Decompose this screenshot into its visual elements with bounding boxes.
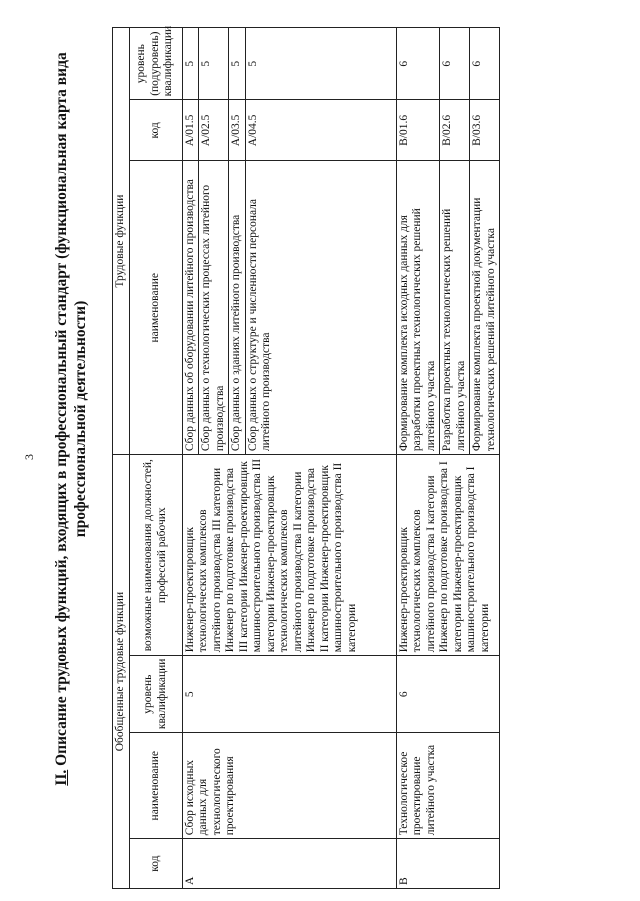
tf-name: Сбор данных о зданиях литейного производства [229, 161, 246, 455]
col-sublevel-header: уровень (подуровень) квалификации [129, 28, 182, 100]
tf-name: Формирование комплекта исходных данных для разработки проектных технологических решений литейного участка [396, 161, 440, 455]
col-function-name-header: наименование [129, 161, 182, 455]
gtf-positions: Инженер-проектировщик технологических комплексов литейного производства I категории Инженер по подготовке производства I категории Инженер-проектировщик машиностроительного производства I категории [396, 455, 500, 656]
tf-code: A/04.5 [245, 100, 396, 161]
gtf-code: B [396, 839, 500, 889]
generalized-functions-header: Обобщенные трудовые функции [113, 455, 130, 889]
tf-code: A/02.5 [199, 100, 229, 161]
col-qual-level-header: уровень квалификации [129, 656, 182, 733]
tf-code: A/03.5 [229, 100, 246, 161]
tf-name: Сбор данных о структуре и численности персонала литейного производства [245, 161, 396, 455]
tf-level: 5 [245, 28, 396, 100]
section-title [52, 29, 90, 809]
tf-name: Сбор данных о технологических процессах литейного производства [199, 161, 229, 455]
functional-map-table [112, 27, 500, 889]
col-positions-header: возможные наименования должностей, профессий рабочих [129, 455, 182, 656]
tf-name: Разработка проектных технологических решений литейного участка [440, 161, 470, 455]
tf-code: A/01.5 [182, 100, 199, 161]
section-roman-numeral: II. [53, 769, 70, 786]
tf-level: 6 [396, 28, 440, 100]
tf-level: 5 [229, 28, 246, 100]
tf-name: Сбор данных об оборудовании литейного производства [182, 161, 199, 455]
tf-level: 5 [182, 28, 199, 100]
labor-functions-header: Трудовые функции [113, 28, 130, 455]
gtf-positions: Инженер-проектировщик технологических комплексов литейного производства III категории Инженер по подготовке производства III категории Инженер-проектировщик машиностроительного производства III категории Инженер-проектировщик технологических комплексов литейного производства II категории Инженер по подготовке производства II категории Инженер-проектировщик машиностроительного производства II категории [182, 455, 396, 656]
section-title-text: Описание трудовых функций, входящих в профессиональный стандарт (функциональная карта вида профессиональной деятельности) [53, 52, 89, 770]
gtf-code: A [182, 839, 396, 889]
gtf-level: 5 [182, 656, 396, 733]
page-number: 3 [22, 454, 36, 460]
header-row-groups [113, 28, 130, 889]
gtf-name: Сбор исходных данных для технологического проектирования [182, 733, 396, 839]
header-row-columns [129, 28, 182, 889]
col-function-code-header: код [129, 100, 182, 161]
tf-code: B/03.6 [470, 100, 500, 161]
tf-code: B/02.6 [440, 100, 470, 161]
tf-code: B/01.6 [396, 100, 440, 161]
col-code-header: код [129, 839, 182, 889]
table-row [182, 28, 199, 889]
tf-level: 5 [199, 28, 229, 100]
gtf-level: 6 [396, 656, 500, 733]
tf-name: Формирование комплекта проектной документации технологических решений литейного участка [470, 161, 500, 455]
tf-level: 6 [470, 28, 500, 100]
col-name-header: наименование [129, 733, 182, 839]
gtf-name: Технологическое проектирование литейного участка [396, 733, 500, 839]
table-row [396, 28, 440, 889]
tf-level: 6 [440, 28, 470, 100]
